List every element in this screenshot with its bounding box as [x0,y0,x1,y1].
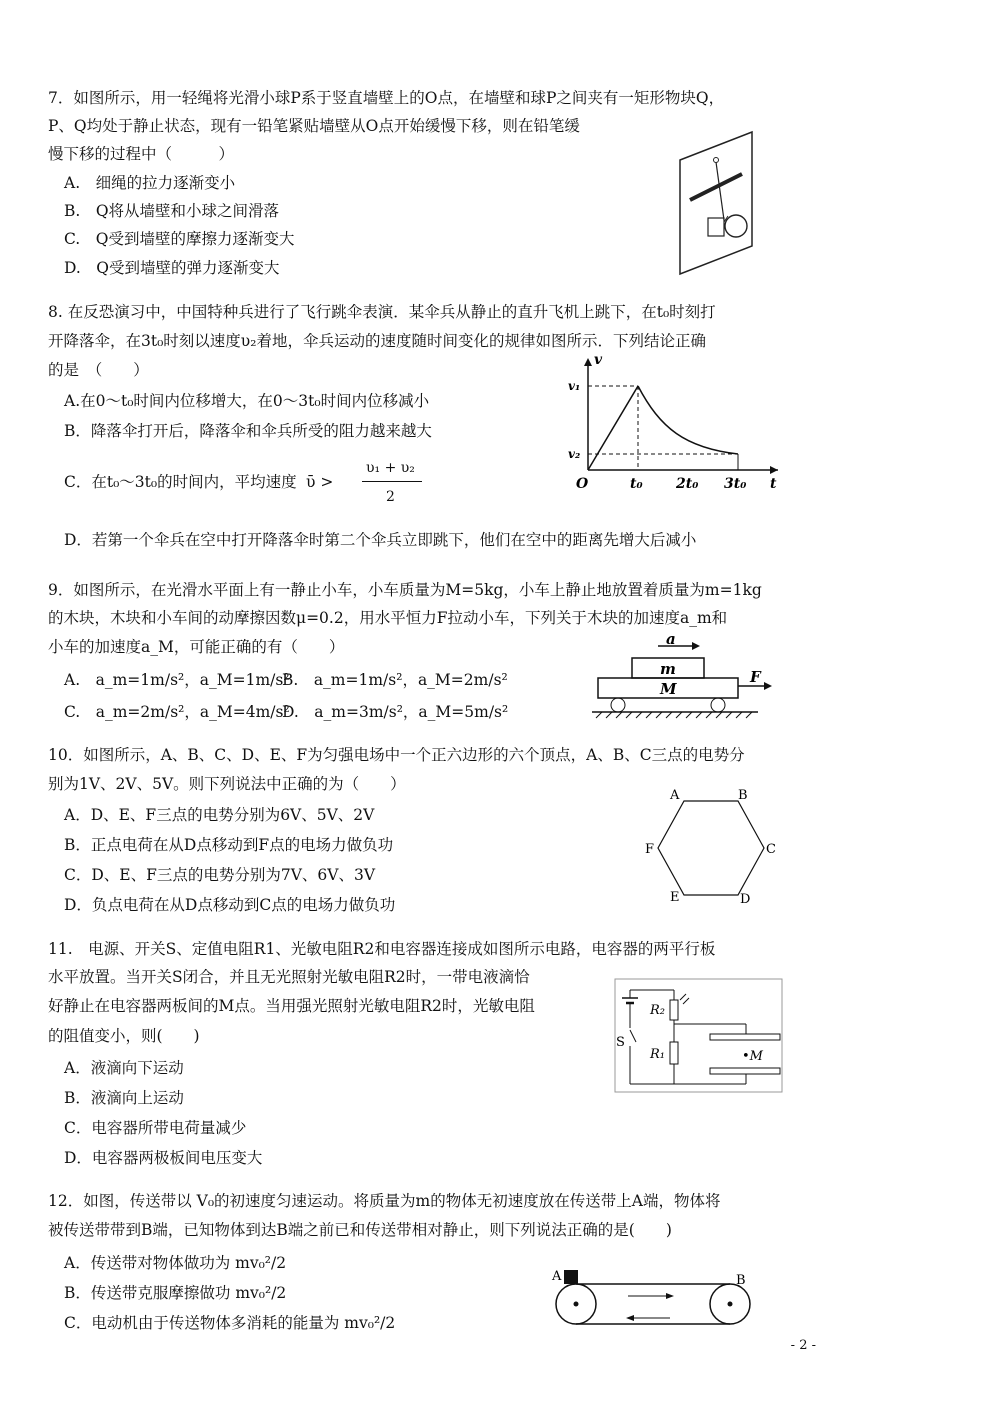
q9-line3: 小车的加速度a_M，可能正确的有（ ） [48,638,345,656]
q10-line1: 10．如图所示，A、B、C、D、E、F为匀强电场中一个正六边形的六个顶点，A、B、C三点的电势分 [48,746,745,764]
q11-line4: 的阻值变小，则( ) [48,1027,200,1045]
q9-label-a: a [666,632,676,648]
q12-option-c: C．电动机由于传送物体多消耗的能量为 mv₀²/2 [64,1314,396,1332]
q7-line1: 7．如图所示，用一轻绳将光滑小球P系于竖直墙壁上的O点，在墙壁和球P之间夹有一矩形物块Q， [48,89,725,107]
q10-label-A: A [670,788,680,803]
q9-label-F: F [750,668,761,686]
q10-label-E: E [670,890,680,905]
q8-fraction-bar [362,481,422,482]
q9-option-a: A. a_m=1m/s²，a_M=1m/s² [64,671,290,689]
q10-hexagon [640,785,780,909]
q12-conveyor-belt [546,1266,762,1330]
q11-label-R1: R₁ [650,1047,665,1062]
q7-option-c: C. Q受到墙壁的摩擦力逐渐变大 [64,230,295,248]
q12-line1: 12．如图，传送带以 V₀的初速度匀速运动。将质量为m的物体无初速度放在传送带上A端，物体将 [48,1192,721,1210]
q10-label-B: B [738,788,748,803]
q8-line1: 8. 在反恐演习中，中国特种兵进行了飞行跳伞表演．某伞兵从静止的直升飞机上跳下，在t₀时刻打 [48,303,716,321]
q10-option-b: B．正点电荷在从D点移动到F点的电场力做负功 [64,836,394,854]
q9-option-b: B. a_m=1m/s²，a_M=2m/s² [282,671,508,689]
q11-option-c: C．电容器所带电荷量减少 [64,1119,247,1137]
q9-line2: 的木块，木块和小车间的动摩擦因数μ=0.2，用水平恒力F拉动小车，下列关于木块的加速度a_m和 [48,609,728,627]
q7-option-a: A. 细绳的拉力逐渐变小 [64,174,236,192]
q7-wall-figure [668,130,768,276]
q9-option-c: C. a_m=2m/s²，a_M=4m/s² [64,703,290,721]
q9-label-M: M [660,680,677,698]
q8-label-2t0: 2t₀ [676,476,699,492]
q12-label-B: B [736,1273,746,1288]
q11-circuit [614,978,784,1094]
q8-option-b: B．降落伞打开后，降落伞和伞兵所受的阻力越来越大 [64,422,432,440]
q8-option-c-prefix: C．在t₀～3t₀的时间内，平均速度 [64,473,297,491]
q10-option-a: A．D、E、F三点的电势分别为6V、5V、2V [64,806,375,824]
q12-option-b: B．传送带克服摩擦做功 mv₀²/2 [64,1284,287,1302]
q8-option-c-denominator: 2 [386,489,395,505]
q10-option-c: C．D、E、F三点的电势分别为7V、6V、3V [64,866,376,884]
q12-label-A: A [552,1269,562,1284]
q11-option-b: B．液滴向上运动 [64,1089,184,1107]
q9-line1: 9．如图所示，在光滑水平面上有一静止小车，小车质量为M=5kg，小车上静止地放置着质量为m=1kg [48,581,762,599]
q8-option-c-lhs: ῡ > [306,473,334,491]
q7-line2: P、Q均处于静止状态，现有一铅笔紧贴墙壁从O点开始缓慢下移，则在铅笔缓 [48,117,580,135]
q10-option-d: D．负点电荷在从D点移动到C点的电场力做负功 [64,896,396,914]
q8-label-v2: v₂ [568,447,581,461]
q9-cart-figure [588,632,788,720]
q8-axis-v: v [594,352,603,368]
q12-line2: 被传送带带到B端，已知物体到达B端之前已和传送带相对静止，则下列说法正确的是( ) [48,1221,672,1239]
q8-velocity-graph [560,350,790,500]
q10-label-F: F [645,842,655,857]
q9-label-m: m [660,660,676,678]
q8-label-3t0: 3t₀ [724,476,747,492]
q11-option-a: A．液滴向下运动 [64,1059,184,1077]
q7-line3: 慢下移的过程中（ ） [48,145,235,163]
q11-line1: 11. 电源、开关S、定值电阻R1、光敏电阻R2和电容器连接成如图所示电路，电容器的两平行板 [48,940,716,958]
q9-option-d: D. a_m=3m/s²，a_M=5m/s² [282,703,509,721]
q11-line3: 好静止在电容器两板间的M点。当用强光照射光敏电阻R2时，光敏电阻 [48,997,535,1015]
q7-option-b: B. Q将从墙壁和小球之间滑落 [64,202,280,220]
q11-label-M: •M [742,1049,763,1064]
q8-axis-t: t [770,476,777,492]
q8-label-t0: t₀ [630,476,643,492]
q10-label-D: D [740,892,751,907]
q10-label-C: C [766,842,776,857]
q10-line2: 别为1V、2V、5V。则下列说法中正确的为（ ） [48,775,406,793]
q12-option-a: A．传送带对物体做功为 mv₀²/2 [64,1254,287,1272]
q8-option-d: D．若第一个伞兵在空中打开降落伞时第二个伞兵立即跳下，他们在空中的距离先增大后减小 [64,531,697,549]
q8-line2: 开降落伞，在3t₀时刻以速度υ₂着地，伞兵运动的速度随时间变化的规律如图所示．下列结论正确 [48,332,706,350]
q8-label-origin: O [576,476,589,492]
q8-label-v1: v₁ [568,379,581,393]
q11-line2: 水平放置。当开关S闭合，并且无光照射光敏电阻R2时，一带电液滴恰 [48,968,530,986]
q12-block [564,1270,578,1284]
q11-label-S: S [616,1035,625,1050]
page-number: - 2 - [790,1338,816,1353]
q11-label-R2: R₂ [650,1003,665,1018]
q8-line3: 的是 （ ） [48,361,149,379]
q8-option-c-numerator: υ₁ + υ₂ [366,460,415,476]
q7-option-d: D. Q受到墙壁的弹力逐渐变大 [64,259,280,277]
q8-option-a: A.在0～t₀时间内位移增大，在0～3t₀时间内位移减小 [64,392,430,410]
q11-option-d: D．电容器两极板间电压变大 [64,1149,263,1167]
